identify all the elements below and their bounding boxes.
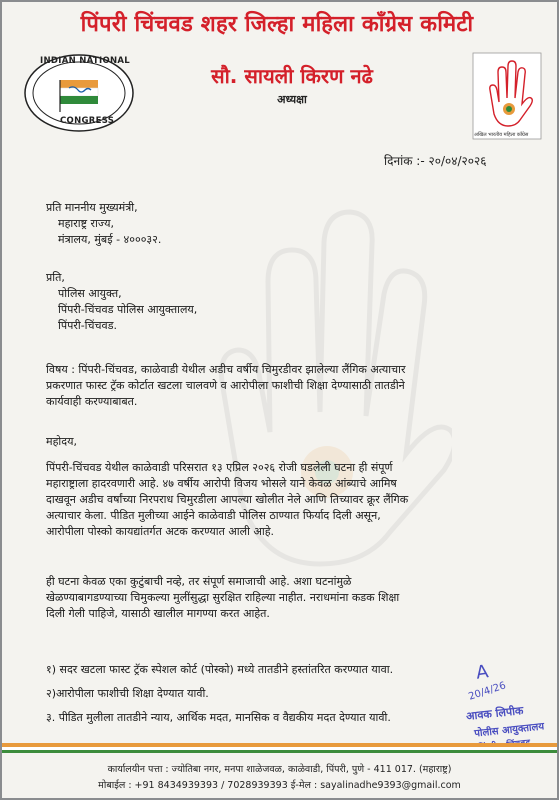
recipient-cm-line: महाराष्ट्र राज्य, bbox=[58, 217, 115, 230]
body-paragraph-1 bbox=[46, 460, 408, 540]
recipient-police-block bbox=[46, 270, 197, 334]
stamp-line: पोलीस आयुक्तालय bbox=[473, 721, 545, 740]
designation: अध्यक्षा bbox=[277, 93, 307, 106]
recipient-police-line: पिंपरी-चिंचवड पोलिस आयुक्तालय, bbox=[58, 303, 198, 316]
salutation: महोदय, bbox=[46, 435, 77, 448]
subject-block bbox=[46, 362, 406, 410]
recipient-police-line: पोलिस आयुक्त, bbox=[58, 287, 122, 300]
paragraph-line: दाखवून अडीच वर्षांच्या निरपराध चिमुरडीला आपल्या खोलीत नेले आणि तिच्यावर क्रूर लैंगिक bbox=[46, 493, 409, 506]
subject-line: प्रकरणात फास्ट ट्रॅक कोर्टात खटला चालवणे व आरोपीला फाशीची शिक्षा देण्यासाठी तातडीने bbox=[46, 379, 405, 392]
paragraph-line: महाराष्ट्राला हादरवणारी आहे. ४७ वर्षीय आरोपी विजय भोसले याने केवळ आंब्याचे आमिष bbox=[46, 477, 397, 490]
hand-logo-icon bbox=[472, 52, 542, 140]
demand-item: ३. पीडित मुलीला तातडीने न्याय, आर्थिक मदत, मानसिक व वैद्यकीय मदत देण्यात यावी. bbox=[46, 711, 391, 724]
stamp-line: आवक लिपीक bbox=[465, 704, 525, 723]
hand-logo-caption: अखिल भारतीय महिला काँग्रेस bbox=[474, 132, 529, 138]
subject-line: विषय : पिंपरी-चिंचवड, काळेवाडी येथील अडीच वर्षीय चिमुरडीवर झालेल्या लैंगिक अत्याचार bbox=[46, 363, 406, 376]
stamp-date: 20/4/26 bbox=[467, 680, 508, 703]
paragraph-line: ही घटना केवळ एका कुटुंबाची नव्हे, तर संपूर्ण समाजाची आहे. अशा घटनांमुळे bbox=[46, 575, 352, 588]
footer-contact: मोबाईल : +91 8434939393 / 7028939393 ई-मेल : sayalinadhe9393@gmail.com bbox=[98, 780, 461, 791]
letterhead-page bbox=[2, 2, 557, 798]
paragraph-line: खेळण्याबागडण्याच्या चिमुकल्या मुलींसुद्धा सुरक्षित राहिल्या नाहीत. नराधमांना कडक शिक्षा bbox=[46, 591, 400, 604]
president-name: सौ. सायली किरण नढे bbox=[211, 64, 373, 88]
recipient-cm-line: प्रति माननीय मुख्यमंत्री, bbox=[46, 201, 138, 214]
footer-address: कार्यालयीन पत्ता : ज्योतिबा नगर, मनपा शाळेजवळ, काळेवाडी, पिंपरी, पुणे - 411 017. (महाराष्ट्र) bbox=[107, 764, 452, 775]
body-paragraph-2 bbox=[46, 574, 399, 622]
recipient-police-line: पिंपरी-चिंचवड. bbox=[58, 319, 117, 332]
organization-title: पिंपरी चिंचवड शहर जिल्हा महिला कॉंग्रेस कमिटी bbox=[80, 12, 474, 37]
recipient-cm-line: मंत्रालय, मुंबई - ४०००३२. bbox=[58, 233, 162, 246]
letter-date: दिनांक :- २०/०४/२०२६ bbox=[384, 154, 487, 168]
subject-line: कार्यवाही करण्याबाबत. bbox=[46, 395, 138, 408]
paragraph-line: आरोपीला पोस्को कायद्यांतर्गत अटक करण्यात आली आहे. bbox=[46, 525, 275, 538]
demand-item: १) सदर खटला फास्ट ट्रॅक स्पेशल कोर्ट (पोस्को) मध्ये तातडीने हस्तांतरित करण्यात यावा. bbox=[46, 663, 394, 676]
stamp-initial: A bbox=[474, 661, 490, 684]
footer-green-stripe bbox=[2, 750, 557, 753]
logo-bottom-text: CONGRESS bbox=[60, 116, 115, 126]
recipient-cm-block bbox=[46, 200, 161, 248]
paragraph-line: पिंपरी-चिंचवड येथील काळेवाडी परिसरात १३ एप्रिल २०२६ रोजी घडलेली घटना ही संपूर्ण bbox=[46, 461, 393, 474]
footer-block bbox=[2, 762, 557, 794]
demand-item: २)आरोपीला फाशीची शिक्षा देण्यात यावी. bbox=[46, 687, 209, 700]
paragraph-line: अत्याचार केला. पीडित मुलीच्या आईने काळेवाडी पोलिस ठाण्यात फिर्याद दिली असून, bbox=[46, 509, 381, 522]
logo-top-text: INDIAN NATIONAL bbox=[40, 56, 130, 66]
paragraph-line: दिली गेली पाहिजे, यासाठी खालील मागण्या करत आहेत. bbox=[46, 607, 270, 620]
recipient-police-line: प्रति, bbox=[46, 271, 65, 284]
